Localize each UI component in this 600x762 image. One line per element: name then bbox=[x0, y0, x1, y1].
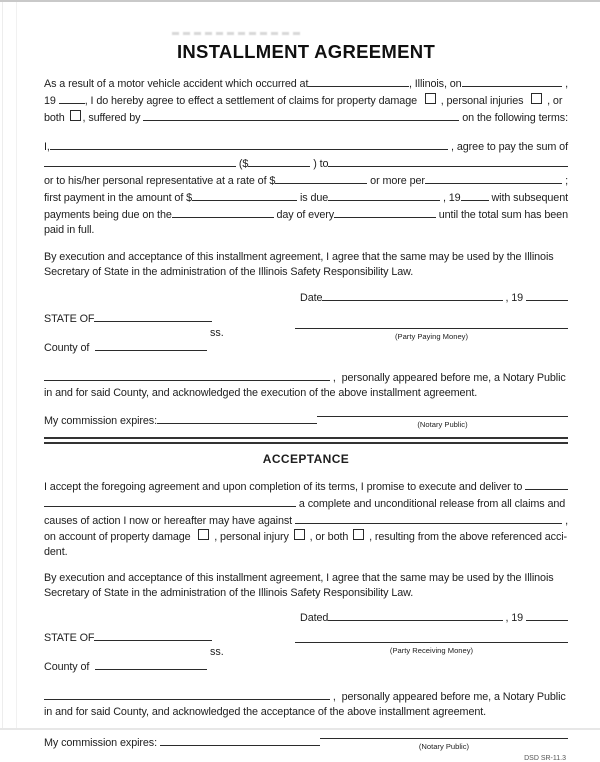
ss-label: ss. bbox=[210, 327, 224, 339]
text: ; bbox=[562, 175, 568, 187]
text: ($ bbox=[236, 158, 249, 170]
text: , 19 bbox=[502, 612, 526, 624]
text: both bbox=[44, 112, 68, 124]
payer-signature-caption: (Party Paying Money) bbox=[394, 332, 468, 341]
notary-acknowledgment-payee bbox=[44, 688, 568, 720]
text: on the following terms: bbox=[459, 112, 568, 124]
payee-signature-line[interactable] bbox=[295, 642, 568, 643]
text: is due bbox=[297, 192, 329, 204]
ss-label: ss. bbox=[210, 646, 224, 658]
text: County of bbox=[44, 661, 96, 673]
text: STATE OF bbox=[44, 632, 95, 644]
notary-signature-line[interactable] bbox=[317, 416, 568, 417]
form-line bbox=[44, 172, 568, 189]
execution-clause-paragraph bbox=[44, 250, 568, 280]
text: first payment in the amount of $ bbox=[44, 192, 193, 204]
notary-acknowledgment-payer bbox=[44, 369, 568, 401]
form-line bbox=[44, 223, 568, 238]
intro-paragraph bbox=[44, 75, 568, 126]
text: , or bbox=[544, 95, 563, 107]
text: , 19 bbox=[502, 292, 526, 304]
checkbox[interactable] bbox=[531, 93, 542, 104]
form-line bbox=[44, 138, 568, 155]
blank-field[interactable] bbox=[461, 189, 489, 201]
form-line bbox=[44, 478, 568, 495]
faded-text-artifact bbox=[172, 32, 300, 35]
text: day of every bbox=[273, 209, 335, 221]
blank-field[interactable] bbox=[44, 369, 330, 381]
form-line bbox=[44, 92, 568, 109]
text: Secretary of State in the administration of the Illinois Safety Responsibility Law. bbox=[44, 587, 414, 599]
commission-expires-row bbox=[44, 412, 317, 429]
form-line bbox=[44, 386, 568, 401]
blank-field[interactable] bbox=[275, 172, 367, 184]
form-line bbox=[44, 109, 568, 126]
text: in and for said County, and acknowledged the acceptance of the above installment agreement. bbox=[44, 706, 487, 718]
blank-field[interactable] bbox=[425, 172, 562, 184]
text: , personally appeared before me, a Notary Public bbox=[330, 691, 566, 703]
text: My commission expires: bbox=[44, 737, 160, 749]
blank-field[interactable] bbox=[248, 155, 310, 167]
date-row bbox=[300, 289, 568, 306]
text: By execution and acceptance of this installment agreement, I agree that the same may be used by the Illinois bbox=[44, 572, 554, 584]
form-line bbox=[44, 512, 568, 529]
text: , personally appeared before me, a Notary Public bbox=[330, 372, 566, 384]
checkbox[interactable] bbox=[353, 529, 364, 540]
notary-signature-column bbox=[317, 416, 568, 429]
form-line bbox=[44, 571, 568, 586]
page-title: INSTALLMENT AGREEMENT bbox=[176, 41, 436, 62]
text: I, bbox=[44, 141, 50, 153]
text: , 19 bbox=[440, 192, 461, 204]
state-of-row bbox=[44, 629, 256, 646]
text: As a result of a motor vehicle accident which occurred at bbox=[44, 78, 309, 90]
blank-field[interactable] bbox=[526, 289, 568, 301]
blank-field[interactable] bbox=[525, 478, 568, 490]
blank-field[interactable] bbox=[94, 629, 212, 641]
text: County of bbox=[44, 342, 96, 354]
text: ) to bbox=[310, 158, 329, 170]
text: STATE OF bbox=[44, 313, 95, 325]
blank-field[interactable] bbox=[160, 734, 320, 746]
notary-signature-line[interactable] bbox=[320, 738, 568, 739]
form-line bbox=[44, 265, 568, 280]
notary-signature-caption: (Notary Public) bbox=[417, 420, 468, 429]
scan-edge-line bbox=[0, 728, 600, 730]
payer-signature-line[interactable] bbox=[295, 328, 568, 329]
form-line bbox=[44, 586, 568, 601]
text: , personal injury bbox=[211, 531, 292, 543]
payee-signature-column bbox=[295, 642, 568, 675]
text: 19 bbox=[44, 95, 59, 107]
state-county-column bbox=[44, 629, 256, 675]
payment-terms-paragraph bbox=[44, 138, 568, 238]
county-row bbox=[44, 339, 256, 356]
text: , agree to pay the sum of bbox=[448, 141, 568, 153]
blank-field[interactable] bbox=[59, 92, 85, 104]
text: I accept the foregoing agreement and upon completion of its terms, I promise to execute and deliver to bbox=[44, 481, 526, 493]
form-line bbox=[44, 688, 568, 705]
text: payments being due on the bbox=[44, 209, 172, 221]
form-line bbox=[44, 545, 568, 560]
text: , resulting from the above referenced acci- bbox=[366, 531, 568, 543]
checkbox[interactable] bbox=[70, 110, 81, 121]
blank-field[interactable] bbox=[143, 109, 459, 121]
section-divider bbox=[44, 437, 568, 444]
blank-field[interactable] bbox=[334, 206, 436, 218]
blank-field[interactable] bbox=[328, 189, 440, 201]
form-line bbox=[44, 369, 568, 386]
checkbox[interactable] bbox=[294, 529, 305, 540]
text: a complete and unconditional release from all claims and bbox=[296, 498, 566, 510]
execution-clause-paragraph-2 bbox=[44, 571, 568, 601]
blank-field[interactable] bbox=[328, 155, 568, 167]
blank-field[interactable] bbox=[44, 688, 330, 700]
form-line bbox=[44, 705, 568, 720]
text: , bbox=[562, 78, 569, 90]
state-county-column bbox=[44, 310, 256, 356]
form-line bbox=[44, 495, 568, 512]
form-code: DSD SR-11.3 bbox=[524, 755, 566, 762]
blank-field[interactable] bbox=[526, 609, 568, 621]
blank-field[interactable] bbox=[308, 75, 409, 87]
acceptance-paragraph bbox=[44, 478, 568, 560]
checkbox[interactable] bbox=[198, 529, 209, 540]
blank-field[interactable] bbox=[44, 155, 236, 167]
text: , I do hereby agree to effect a settlement of claims for property damage bbox=[84, 95, 423, 107]
text: By execution and acceptance of this installment agreement, I agree that the same may be used by the Illinois bbox=[44, 251, 554, 263]
blank-field[interactable] bbox=[95, 658, 207, 670]
blank-field[interactable] bbox=[94, 310, 212, 322]
text: My commission expires: bbox=[44, 415, 157, 427]
form-line bbox=[44, 529, 568, 545]
text: in and for said County, and acknowledged the execution of the above installment agreement. bbox=[44, 387, 478, 399]
scan-edge-line bbox=[2, 2, 3, 730]
text: paid in full. bbox=[44, 224, 95, 236]
text: until the total sum has been bbox=[435, 209, 568, 221]
text: , Illinois, on bbox=[408, 78, 462, 90]
text: or more per bbox=[367, 175, 425, 187]
form-line bbox=[44, 75, 568, 92]
notary-signature-column bbox=[320, 738, 568, 751]
text: , bbox=[562, 515, 568, 527]
blank-field[interactable] bbox=[172, 206, 274, 218]
form-line bbox=[44, 155, 568, 172]
acceptance-heading: ACCEPTANCE bbox=[262, 452, 350, 466]
blank-field[interactable] bbox=[157, 412, 317, 424]
text: causes of action I now or hereafter may have against bbox=[44, 515, 295, 527]
county-row bbox=[44, 658, 256, 675]
commission-row-payer bbox=[44, 412, 568, 429]
scan-edge-line bbox=[16, 2, 17, 730]
state-of-row bbox=[44, 310, 256, 327]
blank-field[interactable] bbox=[462, 75, 563, 87]
blank-field[interactable] bbox=[328, 609, 502, 621]
text: , or both bbox=[306, 531, 352, 543]
text: Date bbox=[300, 292, 323, 304]
text: Dated bbox=[300, 612, 329, 624]
text: , suffered by bbox=[82, 112, 144, 124]
payee-signature-caption: (Party Receiving Money) bbox=[389, 646, 474, 655]
form-line bbox=[44, 250, 568, 265]
checkbox[interactable] bbox=[425, 93, 436, 104]
commission-expires-row bbox=[44, 734, 320, 751]
commission-row-payee bbox=[44, 734, 568, 751]
venue-block-payer bbox=[44, 310, 568, 356]
dated-row bbox=[300, 609, 568, 626]
blank-field[interactable] bbox=[322, 289, 502, 301]
form-line bbox=[44, 206, 568, 223]
blank-field[interactable] bbox=[192, 189, 297, 201]
notary-signature-caption: (Notary Public) bbox=[418, 742, 470, 751]
text: dent. bbox=[44, 546, 68, 558]
venue-block-payee bbox=[44, 629, 568, 675]
text: with subsequent bbox=[488, 192, 568, 204]
text: on account of property damage bbox=[44, 531, 197, 543]
blank-field[interactable] bbox=[44, 495, 296, 507]
text: , personal injuries bbox=[437, 95, 530, 107]
text: Secretary of State in the administration of the Illinois Safety Responsibility Law. bbox=[44, 266, 414, 278]
payer-signature-column bbox=[295, 328, 568, 356]
form-line bbox=[44, 189, 568, 206]
text: or to his/her personal representative at a rate of $ bbox=[44, 175, 276, 187]
blank-field[interactable] bbox=[95, 339, 207, 351]
blank-field[interactable] bbox=[50, 138, 448, 150]
blank-field[interactable] bbox=[295, 512, 562, 524]
